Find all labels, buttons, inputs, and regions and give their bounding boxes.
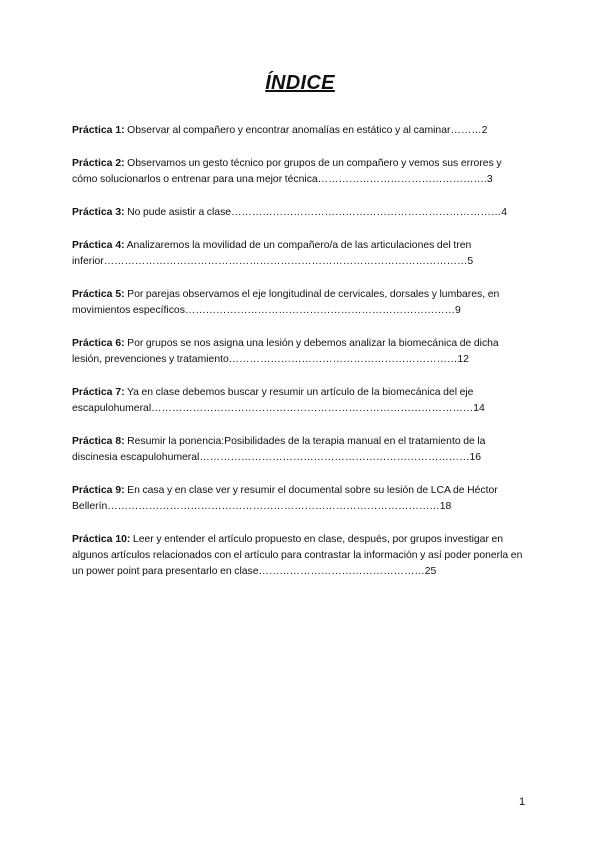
toc-entry-2 [72, 156, 528, 188]
toc-entry-label: Práctica 6: [72, 338, 125, 349]
table-of-contents [72, 123, 528, 597]
toc-entry-3 [72, 205, 528, 221]
toc-entry-text: Ya en clase debemos buscar y resumir un artículo de la biomecánica del eje escapulohumeral…………………………………………………………………………………14 [72, 387, 485, 414]
toc-entry-9 [72, 483, 528, 515]
toc-entry-5 [72, 287, 528, 319]
toc-entry-text: En casa y en clase ver y resumir el documental sobre su lesión de LCA de Héctor Bellerín……………………………………………………………………………………18 [72, 485, 498, 512]
toc-entry-6 [72, 336, 528, 368]
toc-entry-label: Práctica 4: [72, 240, 125, 251]
page-number: 1 [519, 796, 526, 808]
toc-entry-label: Práctica 7: [72, 387, 125, 398]
toc-entry-text: Resumir la ponencia:Posibilidades de la terapia manual en el tratamiento de la discinesia escapulohumeral……………………………………………………………………16 [72, 436, 486, 463]
toc-entry-text: No pude asistir a clase……………………………………………………………………4 [124, 207, 507, 218]
toc-entry-label: Práctica 8: [72, 436, 125, 447]
toc-entry-4 [72, 238, 528, 270]
toc-entry-1 [72, 123, 528, 139]
page-title: ÍNDICE [265, 72, 335, 94]
toc-entry-7 [72, 385, 528, 417]
toc-entry-text: Observar al compañero y encontrar anomalías en estático y al caminar………2 [124, 125, 488, 136]
toc-entry-label: Práctica 9: [72, 485, 125, 496]
toc-entry-text: Por parejas observamos el eje longitudinal de cervicales, dorsales y lumbares, en movimientos específicos……………………………………………………………………9 [72, 289, 500, 316]
toc-entry-text: Analizaremos la movilidad de un compañero/a de las articulaciones del tren inferior……………………………………………………………………………………………5 [72, 240, 474, 267]
toc-entry-text: Leer y entender el artículo propuesto en clase, después, por grupos investigar en algunos artículos relacionados con el artículo para contrastar la información y así poder ponerla en un power point para presentarlo en clase…………………………………………25 [72, 534, 523, 577]
toc-entry-8 [72, 434, 528, 466]
toc-entry-label: Práctica 10: [72, 534, 131, 545]
toc-entry-text: Observamos un gesto técnico por grupos de un compañero y vemos sus errores y cómo solucionarlos o entrenar para una mejor técnica………………………………………….3 [72, 158, 502, 185]
toc-entry-text: Por grupos se nos asigna una lesión y debemos analizar la biomecánica de dicha lesión, prevenciones y tratamiento…………………………………………………………12 [72, 338, 499, 365]
toc-entry-label: Práctica 3: [72, 207, 125, 218]
toc-entry-label: Práctica 5: [72, 289, 125, 300]
toc-entry-label: Práctica 1: [72, 125, 125, 136]
toc-entry-10 [72, 532, 528, 580]
toc-entry-label: Práctica 2: [72, 158, 125, 169]
